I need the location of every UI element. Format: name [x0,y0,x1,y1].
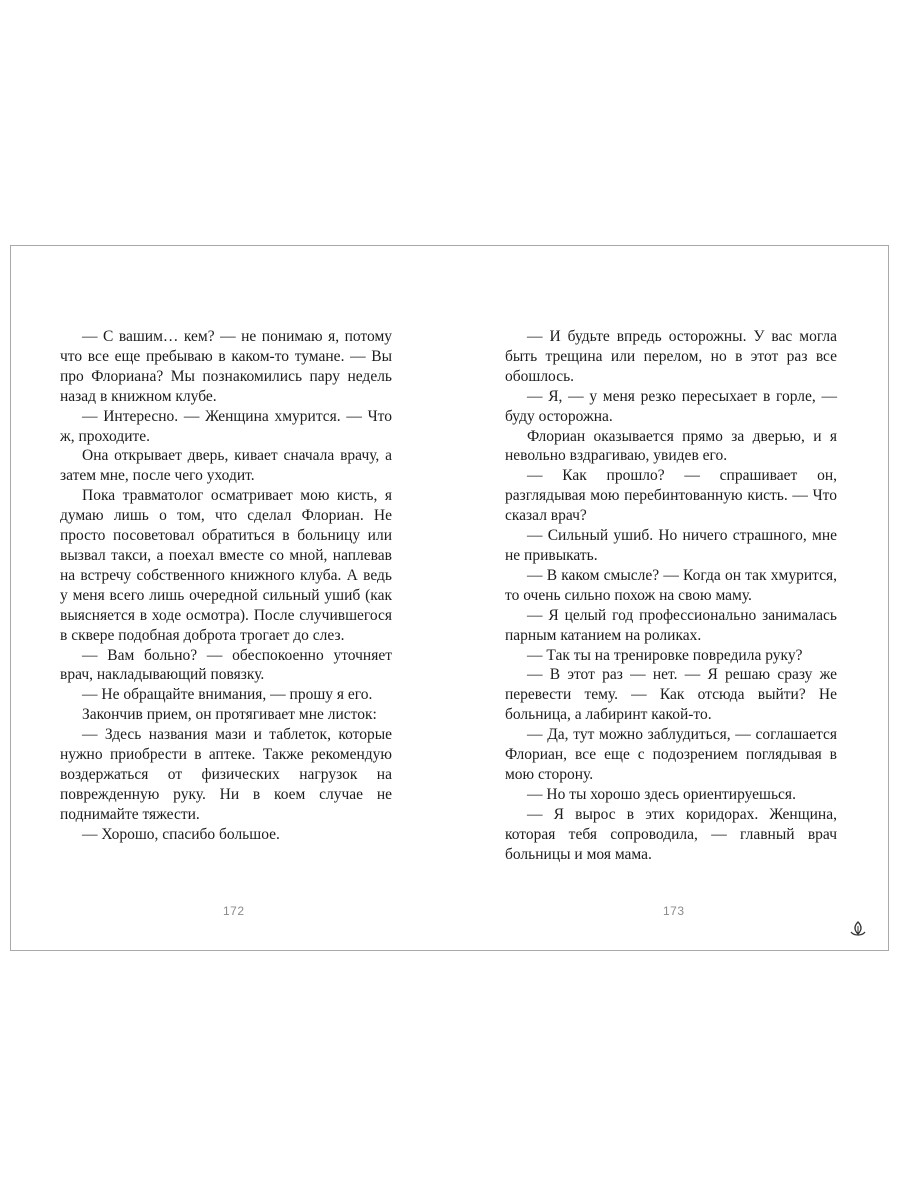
paragraph: — С вашим… кем? — не понимаю я, потому что все еще пребываю в каком-то тумане. — Вы про Флориана? Мы познакомились пару недель назад в книжном клубе. [60,328,392,405]
paragraph: — Интересно. — Женщина хмурится. — Что ж, проходите. [60,407,392,445]
paragraph: — В каком смысле? — Когда он так хмурится, то очень сильно похож на свою маму. [505,566,837,604]
paragraph: Она открывает дверь, кивает сначала врачу, а затем мне, после чего уходит. [60,447,392,485]
paragraph: Закончив прием, он протягивает мне листок: [82,706,377,724]
paragraph: — Вам больно? — обеспокоенно уточняет врач, накладывающий повязку. [60,646,392,684]
paragraph: — В этот раз — нет. — Я решаю сразу же перевести тему. — Как отсюда выйти? Не больница, а лабиринт какой-то. [505,666,837,724]
paragraph: — Не обращайте внимания, — прошу я его. [82,686,373,704]
paragraph: — Хорошо, спасибо большое. [82,825,280,843]
paragraph: — Я вырос в этих коридорах. Женщина, которая тебя сопроводила, — главный врач больницы и моя мама. [505,805,837,863]
paragraph: Флориан оказывается прямо за дверью, и я невольно вздрагиваю, увидев его. [505,427,837,465]
paragraph: Пока травматолог осматривает мою кисть, я думаю лишь о том, что сделал Флориан. Не просто посоветовал обратиться в больницу или вызвал такси, а поехал вместе со мной, наплевав на встречу собственного книжного клуба. А ведь у меня всего лишь очередной сильный ушиб (как выясняется в ходе осмотра). После случившегося в сквере подобная доброта трогает до слез. [60,487,392,644]
page-number-left: 172 [223,904,245,918]
leaf-sprout-icon [849,921,867,937]
paragraph: — И будьте впредь осторожны. У вас могла быть трещина или перелом, но в этот раз все обошлось. [505,328,837,385]
paragraph: — Здесь названия мази и таблеток, которые нужно приобрести в аптеке. Также рекомендую воздержаться от физических нагрузок на поврежденную руку. Ни в коем случае не поднимайте тяжести. [60,726,392,823]
paragraph: — Да, тут можно заблудиться, — соглашается Флориан, все еще с подозрением поглядывая в мою сторону. [505,726,837,783]
paragraph: — Но ты хорошо здесь ориентируешься. [527,785,796,803]
right-page-text [505,327,837,864]
paragraph: — Я целый год профессионально занималась парным катанием на роликах. [505,606,837,644]
paragraph: — Как прошло? — спрашивает он, разглядывая мою перебинтованную кисть. — Что сказал врач? [505,467,837,525]
paragraph: — Сильный ушиб. Но ничего страшного, мне не привыкать. [505,527,837,564]
book-spread [10,245,889,951]
page-number-right: 173 [663,904,685,918]
left-page-text [60,327,392,845]
paragraph: — Так ты на тренировке повредила руку? [527,646,803,664]
paragraph: — Я, — у меня резко пересыхает в горле, — буду осторожна. [505,387,837,425]
